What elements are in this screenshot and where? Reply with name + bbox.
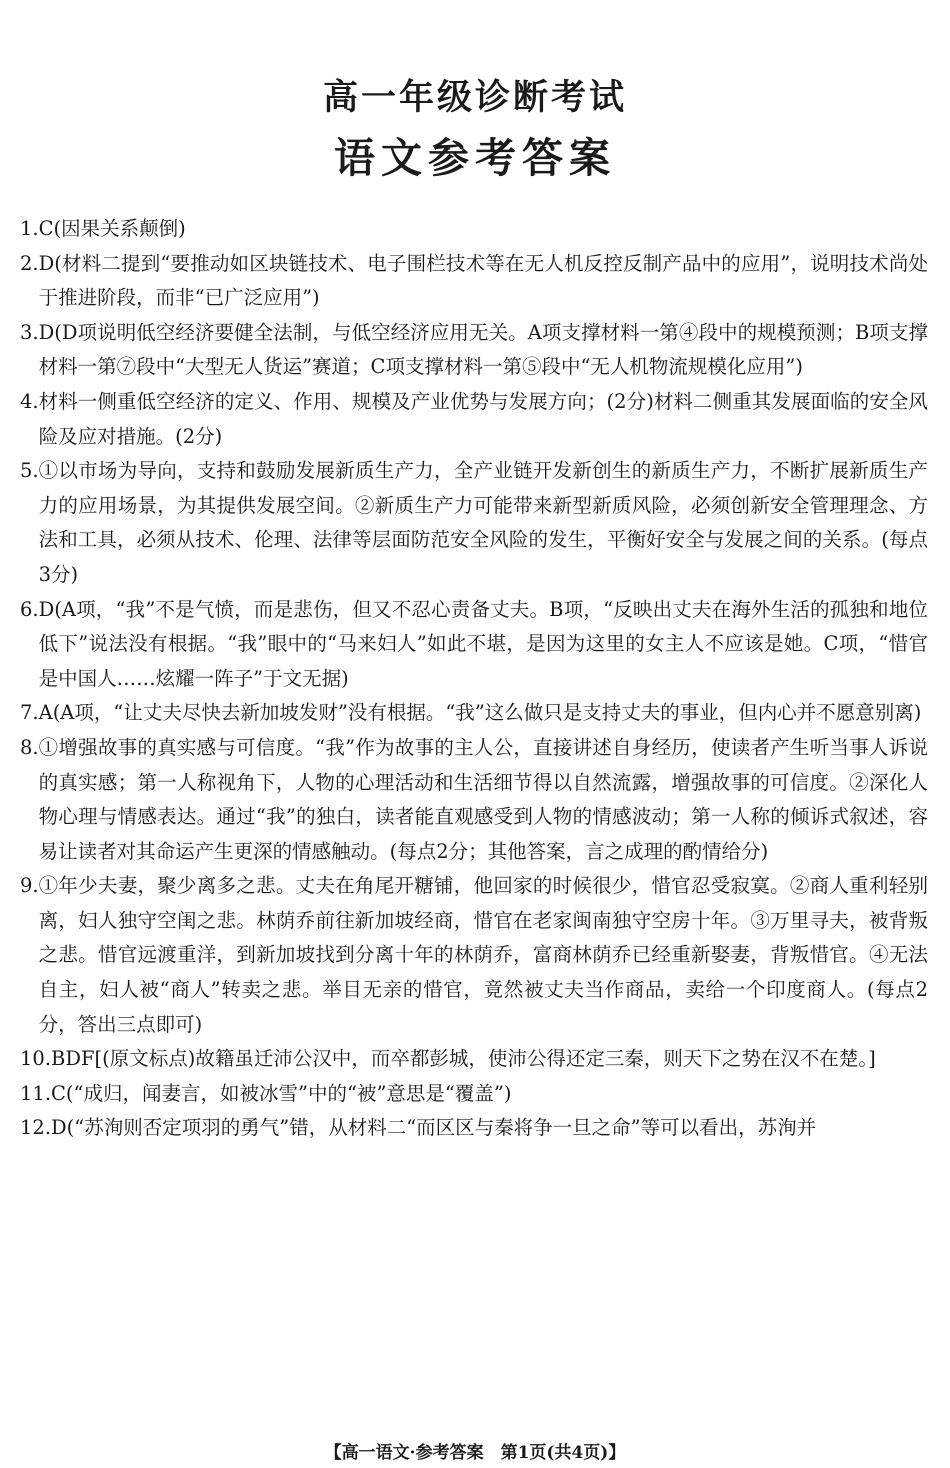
answer-text: D(D项说明低空经济要健全法制，与低空经济应用无关。A项支撑材料一第④段中的规模预测；B项支撑材料一第⑦段中“大型无人货运”赛道；C项支撑材料一第⑤段中“无人机物流规模化应用”) [38,320,928,379]
document-subtitle: 语文参考答案 [334,134,616,182]
answer-item [20,212,928,247]
answer-text: ①增强故事的真实感与可信度。“我”作为故事的主人公，直接讲述自身经历，使读者产生听当事人诉说的真实感；第一人称视角下，人物的心理活动和生活细节得以自然流露，增强故事的可信度。②深化人物心理与情感表达。通过“我”的独白，读者能直观感受到人物的情感波动；第一人称的倾诉式叙述，容易让读者对其命运产生更深的情感触动。(每点2分；其他答案，言之成理的酌情给分) [38,735,928,863]
answer-item [20,454,928,592]
answer-item [20,593,928,697]
answer-number: 3. [20,320,39,344]
answer-text: C(因果关系颠倒) [38,217,186,240]
answer-item [20,385,928,454]
answer-text: D(材料二提到“要推动如区块链技术、电子围栏技术等在无人机反控反制产品中的应用”，说明技术尚处于推进阶段，而非“已广泛应用”) [38,251,928,310]
answer-number: 5. [20,459,39,483]
answer-text: C(“成归，闻妻言，如被冰雪”中的“被”意思是“覆盖”) [51,1081,512,1105]
answer-number: 9. [20,874,39,898]
answer-item [20,731,928,869]
answer-number: 11. [20,1081,52,1105]
answer-number: 4. [20,389,39,413]
answer-text: D(“苏洵则否定项羽的勇气”错，从材料二“而区区与秦将争一旦之命”等可以看出，苏洵并 [51,1116,817,1140]
answer-number: 6. [20,597,39,621]
answer-text: ①以市场为导向，支持和鼓励发展新质生产力，全产业链开发新创生的新质生产力，不断扩展新质生产力的应用场景，为其提供发展空间。②新质生产力可能带来新型新质风险，必须创新安全管理理念、方法和工具，必须从技术、伦理、法律等层面防范安全风险的发生，平衡好安全与发展之间的关系。(每点3分) [38,459,928,586]
answer-number: 10. [20,1047,52,1071]
answer-item [20,1111,928,1146]
answer-number: 12. [20,1116,52,1140]
document-title: 高一年级诊断考试 [322,78,627,118]
answer-list [20,212,928,1146]
page-footer: 【高一语文·参考答案 第1页(共4页)】 [324,1443,626,1463]
answer-item [20,696,928,731]
answer-number: 8. [20,735,39,759]
answer-text: ①年少夫妻，聚少离多之悲。丈夫在角尾开糖铺，他回家的时候很少，惜官忍受寂寞。②商人重利轻别离，妇人独守空闺之悲。林荫乔前往新加坡经商，惜官在老家闽南独守空房十年。③万里寻夫，被背叛之悲。惜官远渡重洋，到新加坡找到分离十年的林荫乔，富商林荫乔已经重新娶妻，背叛惜官。④无法自主，妇人被“商人”转卖之悲。举目无亲的惜官，竟然被丈夫当作商品，卖给一个印度商人。(每点2分，答出三点即可) [38,874,928,1036]
answer-item [20,1077,928,1112]
answer-number: 7. [20,701,39,725]
answer-text: D(A项，“我”不是气愤，而是悲伤，但又不忍心责备丈夫。B项，“反映出丈夫在海外生活的孤独和地位低下”说法没有根据。“我”眼中的“马来妇人”如此不堪，是因为这里的女主人不应该是她。C项，“惜官是中国人……炫耀一阵子”于文无据) [38,597,928,690]
answer-number: 2. [20,251,39,275]
answer-text: 材料一侧重低空经济的定义、作用、规模及产业优势与发展方向；(2分)材料二侧重其发展面临的安全风险及应对措施。(2分) [38,389,928,448]
answer-item [20,1042,928,1077]
answer-item [20,869,928,1042]
answer-number: 1. [20,217,39,240]
answer-text: BDF[(原文标点)故籍虽迁沛公汉中，而卒都彭城，使沛公得还定三秦，则天下之势在汉不在楚。] [51,1047,876,1071]
answer-text: A(A项，“让丈夫尽快去新加坡发财”没有根据。“我”这么做只是支持丈夫的事业，但内心并不愿意别离) [38,701,922,725]
answer-item [20,316,928,385]
answer-item [20,247,928,316]
